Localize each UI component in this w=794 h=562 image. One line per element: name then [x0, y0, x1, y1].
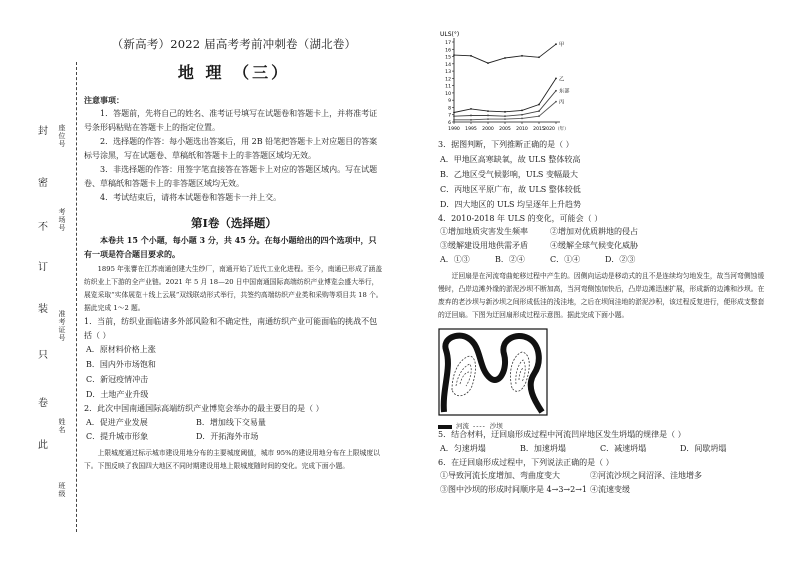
- series-label: 甲: [559, 42, 565, 49]
- question-5-options-row: [438, 442, 768, 456]
- x-tick-label: 2015: [533, 127, 545, 132]
- question-4-option[interactable]: C．①④: [550, 255, 581, 264]
- meander-diagram-svg: [438, 328, 548, 416]
- binding-margin: [0, 0, 78, 562]
- y-tick-label: 7: [448, 113, 451, 119]
- question-4-items-row: [438, 225, 768, 239]
- y-tick-label: 6: [448, 121, 451, 126]
- data-point: [555, 43, 557, 45]
- question-6-items-row: [438, 483, 768, 497]
- question-2-option[interactable]: C．提升城市形象: [86, 431, 149, 441]
- question-3-option[interactable]: C．丙地区平原广布，故 ULS 整体较低: [440, 184, 581, 194]
- y-tick-label: 11: [445, 84, 451, 90]
- binding-char: 不: [38, 222, 48, 233]
- left-column: [84, 36, 384, 473]
- question-6-item: ①导致河流长度增加、弯曲度变大: [440, 471, 560, 480]
- question-3-option[interactable]: D．四大地区的 ULS 均呈逐年上升趋势: [440, 199, 582, 209]
- data-point: [538, 56, 540, 58]
- series-label: 丙: [559, 99, 565, 106]
- data-point: [470, 119, 472, 121]
- data-point: [487, 118, 489, 120]
- notice-heading: 注意事项：: [84, 95, 124, 105]
- river-channel: [444, 336, 542, 412]
- question-4-item: ③缓解建设用地供需矛盾: [440, 241, 528, 250]
- y-tick-label: 15: [445, 55, 451, 61]
- question-6-stem: 6．在迂回扇形成过程中，下列说法正确的是（ ）: [438, 457, 614, 467]
- x-tick-label: 2000: [482, 127, 494, 132]
- question-4-item: ①增加地质灾害发生频率: [440, 227, 528, 236]
- x-tick-label: 2010: [516, 127, 528, 132]
- uls-line-chart: [438, 30, 588, 136]
- section-intro: 本卷共 15 个小题，每小题 3 分，共 45 分。在每小题给出的四个选项中，只有一项是符合题目要求的。: [84, 235, 377, 259]
- x-tick-label: 1990: [448, 127, 460, 132]
- data-point: [453, 119, 455, 121]
- binding-char: 只: [38, 350, 48, 361]
- question-5-option[interactable]: D．间歇坍塌: [680, 443, 727, 453]
- data-point: [504, 115, 506, 117]
- class-field[interactable]: 班级: [58, 482, 66, 498]
- x-tick-label: 1995: [465, 127, 477, 132]
- reading-passage-1: 1895 年张謇在江苏南通创建大生纱厂，南通开始了近代工业化进程。至今，南通已形成了涵盖纺织业上下游的全产业链。2021 年 5 月 18—20 日中国南通国际高端纺织产业博览会盛大举行，展览采取“实体展览＋线上云展”双线联动形式举行，共签约高端纺织产业类和采购等项目共 18 个。据此完成 1～2 题。: [84, 265, 383, 312]
- data-point: [470, 115, 472, 117]
- series-label: 东部: [559, 88, 570, 95]
- y-tick-label: 13: [445, 70, 451, 76]
- exam-title: （新高考）2022 届高考考前冲刺卷（湖北卷）: [111, 37, 357, 51]
- question-5-option[interactable]: B．加速坍塌: [520, 443, 566, 453]
- y-tick-label: 10: [445, 91, 451, 97]
- data-point: [487, 62, 489, 64]
- subject-title: 地 理 （三）: [177, 63, 291, 82]
- data-point: [504, 118, 506, 120]
- data-point: [538, 115, 540, 117]
- right-column: [438, 30, 768, 497]
- reading-passage-2: 上限城度通过标示城市建设用地分布的主要城度阈值，城市 95%的建设用地分布在上限城度以下。下图反映了我国四大地区不同时期建设用地上限城度随时间的变化。完成下面小题。: [84, 448, 380, 470]
- question-1-stem: 1．当前，纺织业面临诸多外部风险和不确定性，南通纺织产业可能面临的挑战不包括（ ）: [84, 317, 378, 340]
- uls-chart-svg: [438, 30, 588, 136]
- exam-room-field[interactable]: 考场号: [58, 208, 66, 232]
- question-6-items-row: [438, 469, 768, 483]
- data-point: [555, 90, 557, 92]
- y-tick-label: 16: [445, 48, 451, 54]
- x-tick-label: 2020（年）: [543, 127, 569, 132]
- notice-item: 3．非选择题的作答：用签字笔直接答在答题卡上对应的答题区域内。写在试题卷、草稿纸和答题卡上的非答题区域均无效。: [84, 165, 378, 188]
- question-4-option[interactable]: A．①③: [440, 255, 470, 264]
- reading-passage-3: 迂回扇是在河流弯曲蛇移过程中产生的。因侧向运动是移动式的且不是连续均匀地发生，故当河弯侧蚀缓慢时，凸岸边滩外缘的淤泥沙坝不断加高，当河弯侧蚀加快后，凸岸边滩迅速扩展，形成新的边滩和沙坝。在废弃的老沙坝与新沙坝之间形成低洼的浅洼地，之后在坝间洼地的淤泥沙积，该过程反复进行，便形成支整套的迂回扇。下图为迂回扇形成过程示意图。据此完成下面小题。: [438, 272, 765, 319]
- name-field[interactable]: 姓名: [58, 418, 66, 434]
- question-2-options-row: [84, 430, 384, 444]
- question-3-option[interactable]: A．甲地区高寒缺氧，故 ULS 整体较高: [440, 154, 581, 164]
- data-point: [470, 108, 472, 110]
- question-1-option[interactable]: C．新冠疫情冲击: [86, 375, 149, 384]
- y-tick-label: 9: [448, 99, 451, 105]
- data-point: [453, 115, 455, 117]
- sandbar: [456, 364, 471, 386]
- notice-item: 1．答题前，先将自己的姓名、准考证号填写在试题卷和答题卡上，并将准考证号条形码粘贴在答题卡上的指定位置。: [84, 109, 378, 132]
- notice-item: 2．选择题的作答：每小题选出答案后，用 2B 铅笔把答题卡上对应题目的答案标号涂黑，写在试题卷、草稿纸和答题卡上的非答题区域均无效。: [84, 137, 378, 160]
- data-point: [555, 101, 557, 103]
- section-title: 第Ⅰ卷（选择题）: [191, 216, 277, 230]
- sandbar: [460, 372, 469, 384]
- binding-dashed-line: [76, 62, 77, 532]
- data-point: [521, 114, 523, 116]
- series-line-甲: [454, 44, 556, 63]
- question-3-stem: 3．据图判断，下列推断正确的是（ ）: [438, 140, 574, 149]
- question-2-option[interactable]: D．开拓海外市场: [196, 431, 259, 441]
- question-5-option[interactable]: A．匀速坍塌: [440, 443, 486, 453]
- binding-char: 此: [38, 440, 48, 451]
- binding-char: 密: [38, 178, 48, 189]
- question-4-options-row: [438, 253, 768, 267]
- question-4-option[interactable]: B．②④: [495, 255, 525, 264]
- meander-scroll-diagram: [438, 328, 548, 430]
- legend-sandbar-label: 沙坝: [489, 422, 503, 430]
- y-tick-label: 14: [445, 62, 451, 68]
- question-1-option[interactable]: D．土地产业升级: [86, 390, 149, 399]
- data-point: [453, 112, 455, 114]
- admission-number-field[interactable]: 准考证号: [58, 310, 66, 342]
- question-6-item: ④流速变缓: [590, 485, 630, 494]
- data-point: [487, 110, 489, 112]
- data-point: [521, 55, 523, 57]
- data-point: [487, 115, 489, 117]
- question-1-option[interactable]: A．原材料价格上涨: [86, 345, 156, 354]
- sandbar: [519, 368, 523, 380]
- question-2-stem: 2．此次中国南通国际高端纺织产业博览会举办的最主要目的是（ ）: [84, 404, 324, 413]
- seat-number-field[interactable]: 座位号: [58, 124, 66, 148]
- question-4-stem: 4．2010-2018 年 ULS 的变化，可能会（ ）: [438, 213, 603, 223]
- question-1-option[interactable]: B．国内外市场饱和: [86, 360, 156, 369]
- data-point: [555, 77, 557, 79]
- binding-char: 卷: [38, 398, 48, 409]
- data-point: [470, 55, 472, 57]
- series-line-乙: [454, 78, 556, 112]
- series-label: 乙: [559, 76, 565, 83]
- y-tick-label: 17: [445, 41, 451, 46]
- y-tick-label: 12: [445, 77, 451, 83]
- y-tick-label: 8: [448, 106, 451, 112]
- question-3-option[interactable]: B．乙地区受气候影响，ULS 变幅最大: [440, 169, 578, 179]
- y-axis-label: ULS(°): [440, 31, 460, 38]
- question-4-item: ②增加对优质耕地的侵占: [550, 227, 638, 236]
- data-point: [521, 109, 523, 111]
- question-5-option[interactable]: C．减速坍塌: [600, 443, 647, 453]
- data-point: [504, 111, 506, 113]
- river-legend-swatch: [438, 425, 452, 429]
- question-2-option[interactable]: B．增加线下交易量: [196, 417, 266, 427]
- question-6-item: ②河流沙坝之间沼泽、洼地增多: [590, 471, 702, 480]
- question-4-option[interactable]: D．②③: [605, 255, 636, 264]
- diagram-legend: [438, 422, 548, 431]
- legend-river-label: 河流: [456, 422, 469, 430]
- binding-char: 装: [38, 304, 48, 315]
- x-tick-label: 2005: [499, 127, 511, 132]
- data-point: [538, 104, 540, 106]
- question-2-options-row: [84, 416, 384, 430]
- sandbar-legend-swatch: ----: [473, 422, 486, 430]
- question-2-option[interactable]: A．促进产业发展: [86, 417, 148, 427]
- question-4-item: ④缓解全球气候变化威胁: [550, 241, 638, 250]
- sandbar: [510, 352, 529, 391]
- question-5-stem: 5．结合材料，迂回扇形成过程中河流凹岸地区发生坍塌的规律是（ ）: [438, 430, 686, 439]
- binding-char: 订: [38, 262, 48, 273]
- data-point: [453, 54, 455, 56]
- binding-char: 封: [38, 126, 48, 137]
- notice-item: 4．考试结束后，请将本试题卷和答题卡一并上交。: [100, 193, 282, 202]
- data-point: [504, 57, 506, 59]
- data-point: [521, 117, 523, 119]
- question-6-item: ③图中沙坝的形成时间顺序是 4→3→2→1: [440, 485, 588, 494]
- question-4-items-row: [438, 239, 768, 253]
- data-point: [538, 110, 540, 112]
